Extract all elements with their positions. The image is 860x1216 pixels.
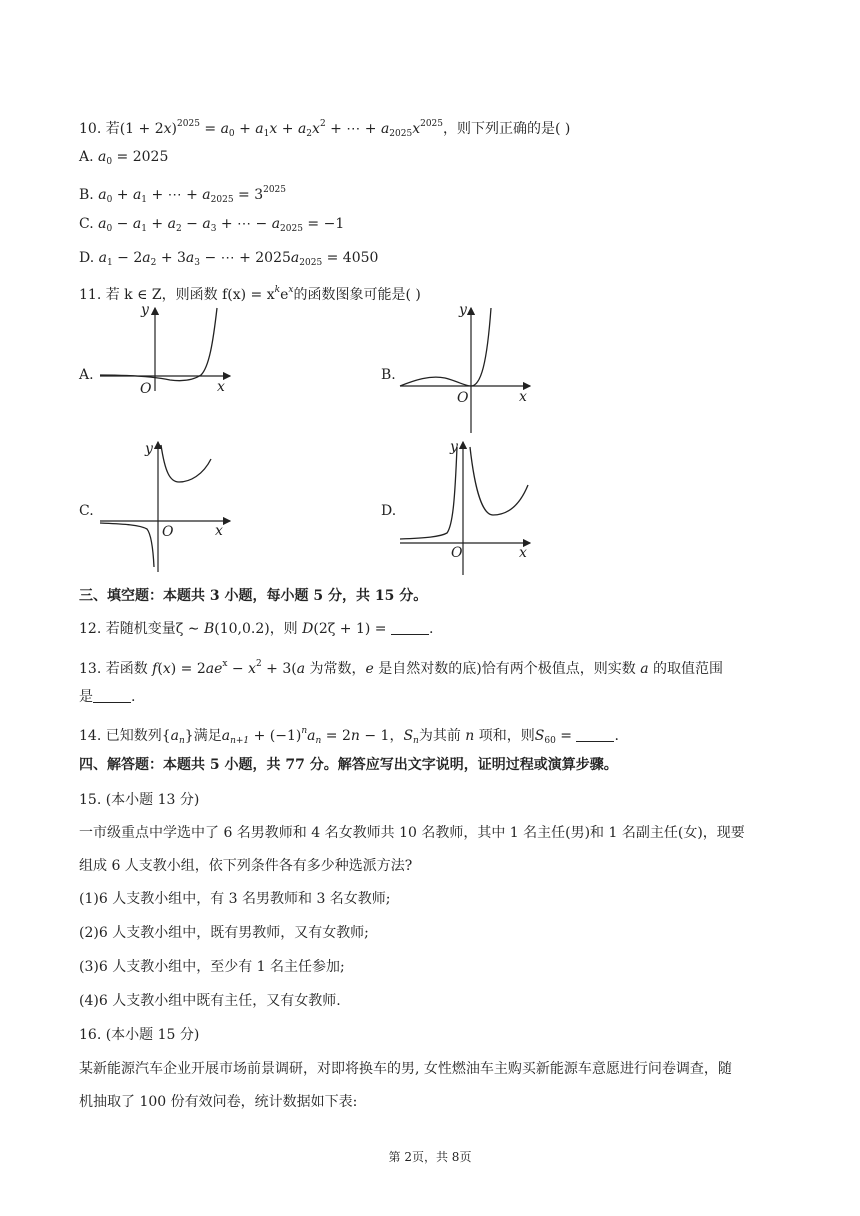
- graph-a-curve: [100, 308, 217, 381]
- graph-a: [95, 303, 240, 398]
- graph-d-right-branch: [470, 447, 528, 515]
- graph-b: [395, 303, 540, 438]
- q16-body-1: 某新能源汽车企业开展市场前景调研，对即将换车的男, 女性燃油车主购买新能源车意愿进行问卷调查，随: [79, 1061, 732, 1077]
- graph-b-origin: O: [457, 390, 469, 406]
- q15-title: 15. (本小题 13 分): [79, 792, 200, 808]
- graph-b-x-label: x: [519, 389, 527, 405]
- graph-d-x-label: x: [519, 545, 527, 561]
- graph-d: [395, 437, 540, 575]
- q13-line1: 13. 若函数 $f(x) = 2ae^x - x^2 + 3(a$ 为常数，e 是自然对数的底)恰有两个极值点，则实数 a 的取值范围: [79, 659, 724, 677]
- graph-d-left-branch: [400, 447, 457, 539]
- q15-item-2: (2)6 人支教小组中，既有男教师，又有女教师;: [79, 925, 369, 941]
- q16-body-2: 机抽取了 100 份有效问卷，统计数据如下表:: [79, 1094, 358, 1110]
- q16-title: 16. (本小题 15 分): [79, 1027, 200, 1043]
- graph-a-origin: O: [140, 381, 152, 397]
- graph-b-y-label: y: [459, 303, 467, 318]
- graph-a-y-label: y: [141, 303, 149, 318]
- graph-c-origin: O: [162, 524, 174, 540]
- q15-body-2: 组成 6 人支教小组，依下列条件各有多少种选派方法?: [79, 858, 413, 874]
- page-footer: 第 2页，共 8页: [388, 1150, 472, 1164]
- q15-body-1: 一市级重点中学选中了 6 名男教师和 4 名女教师共 10 名教师，其中 1 名主任(男)和 1 名副主任(女)，现要: [79, 825, 745, 841]
- q10-option-d: D. $a_1 - 2a_2 + 3a_3$ − ⋯ + $2025a_{2025} = 4050$: [79, 250, 379, 268]
- section-3-heading: 三、填空题：本题共 3 小题，每小题 5 分，共 15 分。: [79, 588, 428, 604]
- graph-a-label: A.: [79, 367, 94, 383]
- q14: 14. 已知数列$\{a_n\}$满足$a_{n+1} + (-1)^na_n = 2n - 1$，$S_n$为其前 n 项和，则$S_{60}$ = .: [79, 726, 619, 746]
- graph-c: [95, 437, 240, 575]
- q15-item-3: (3)6 人支教小组中，至少有 1 名主任参加;: [79, 959, 345, 975]
- graph-c-x-label: x: [215, 523, 223, 539]
- q10-option-c: C. $a_0 - a_1 + a_2 - a_3$ + ⋯ − $a_{2025} = -1$: [79, 216, 345, 234]
- graph-a-x-label: x: [217, 379, 225, 395]
- q15-item-4: (4)6 人支教小组中既有主任，又有女教师.: [79, 993, 341, 1009]
- q10-stem: 10. 若$(1 + 2x)^{2025} = a_0 + a_1x + a_2x^2$ + ⋯ + $a_{2025}x^{2025}$，则下列正确的是( ): [79, 119, 571, 139]
- graph-d-label: D.: [381, 503, 397, 519]
- q12: 12. 若随机变量ζ ∼ B(10,0.2)，则 D(2ζ + 1) = .: [79, 621, 434, 637]
- graph-b-curve: [400, 308, 491, 386]
- graph-d-origin: O: [451, 545, 463, 561]
- graph-b-label: B.: [381, 367, 396, 383]
- q10-option-a: A. $a_0 = 2025$: [79, 149, 169, 167]
- q13-blank: [93, 689, 131, 703]
- q12-blank: [391, 621, 429, 635]
- q11-stem: 11. 若 k ∈ Z，则函数 $f(x) = x^ke^x$的函数图象可能是( ): [79, 285, 421, 303]
- q14-blank: [576, 728, 614, 742]
- q13-line2: 是 .: [79, 689, 136, 705]
- graph-c-y-label: y: [145, 441, 153, 457]
- graph-c-label: C.: [79, 503, 94, 519]
- section-4-heading: 四、解答题：本题共 5 小题，共 77 分。解答应写出文字说明，证明过程或演算步骤。: [79, 757, 618, 773]
- graph-c-right-branch: [161, 445, 211, 482]
- q15-item-1: (1)6 人支教小组中，有 3 名男教师和 3 名女教师;: [79, 891, 391, 907]
- graph-d-y-label: y: [450, 439, 458, 455]
- graph-c-left-branch: [100, 523, 154, 567]
- q10-option-b: B. $a_0 + a_1$ + ⋯ + $a_{2025} = 3^{2025}$: [79, 185, 287, 205]
